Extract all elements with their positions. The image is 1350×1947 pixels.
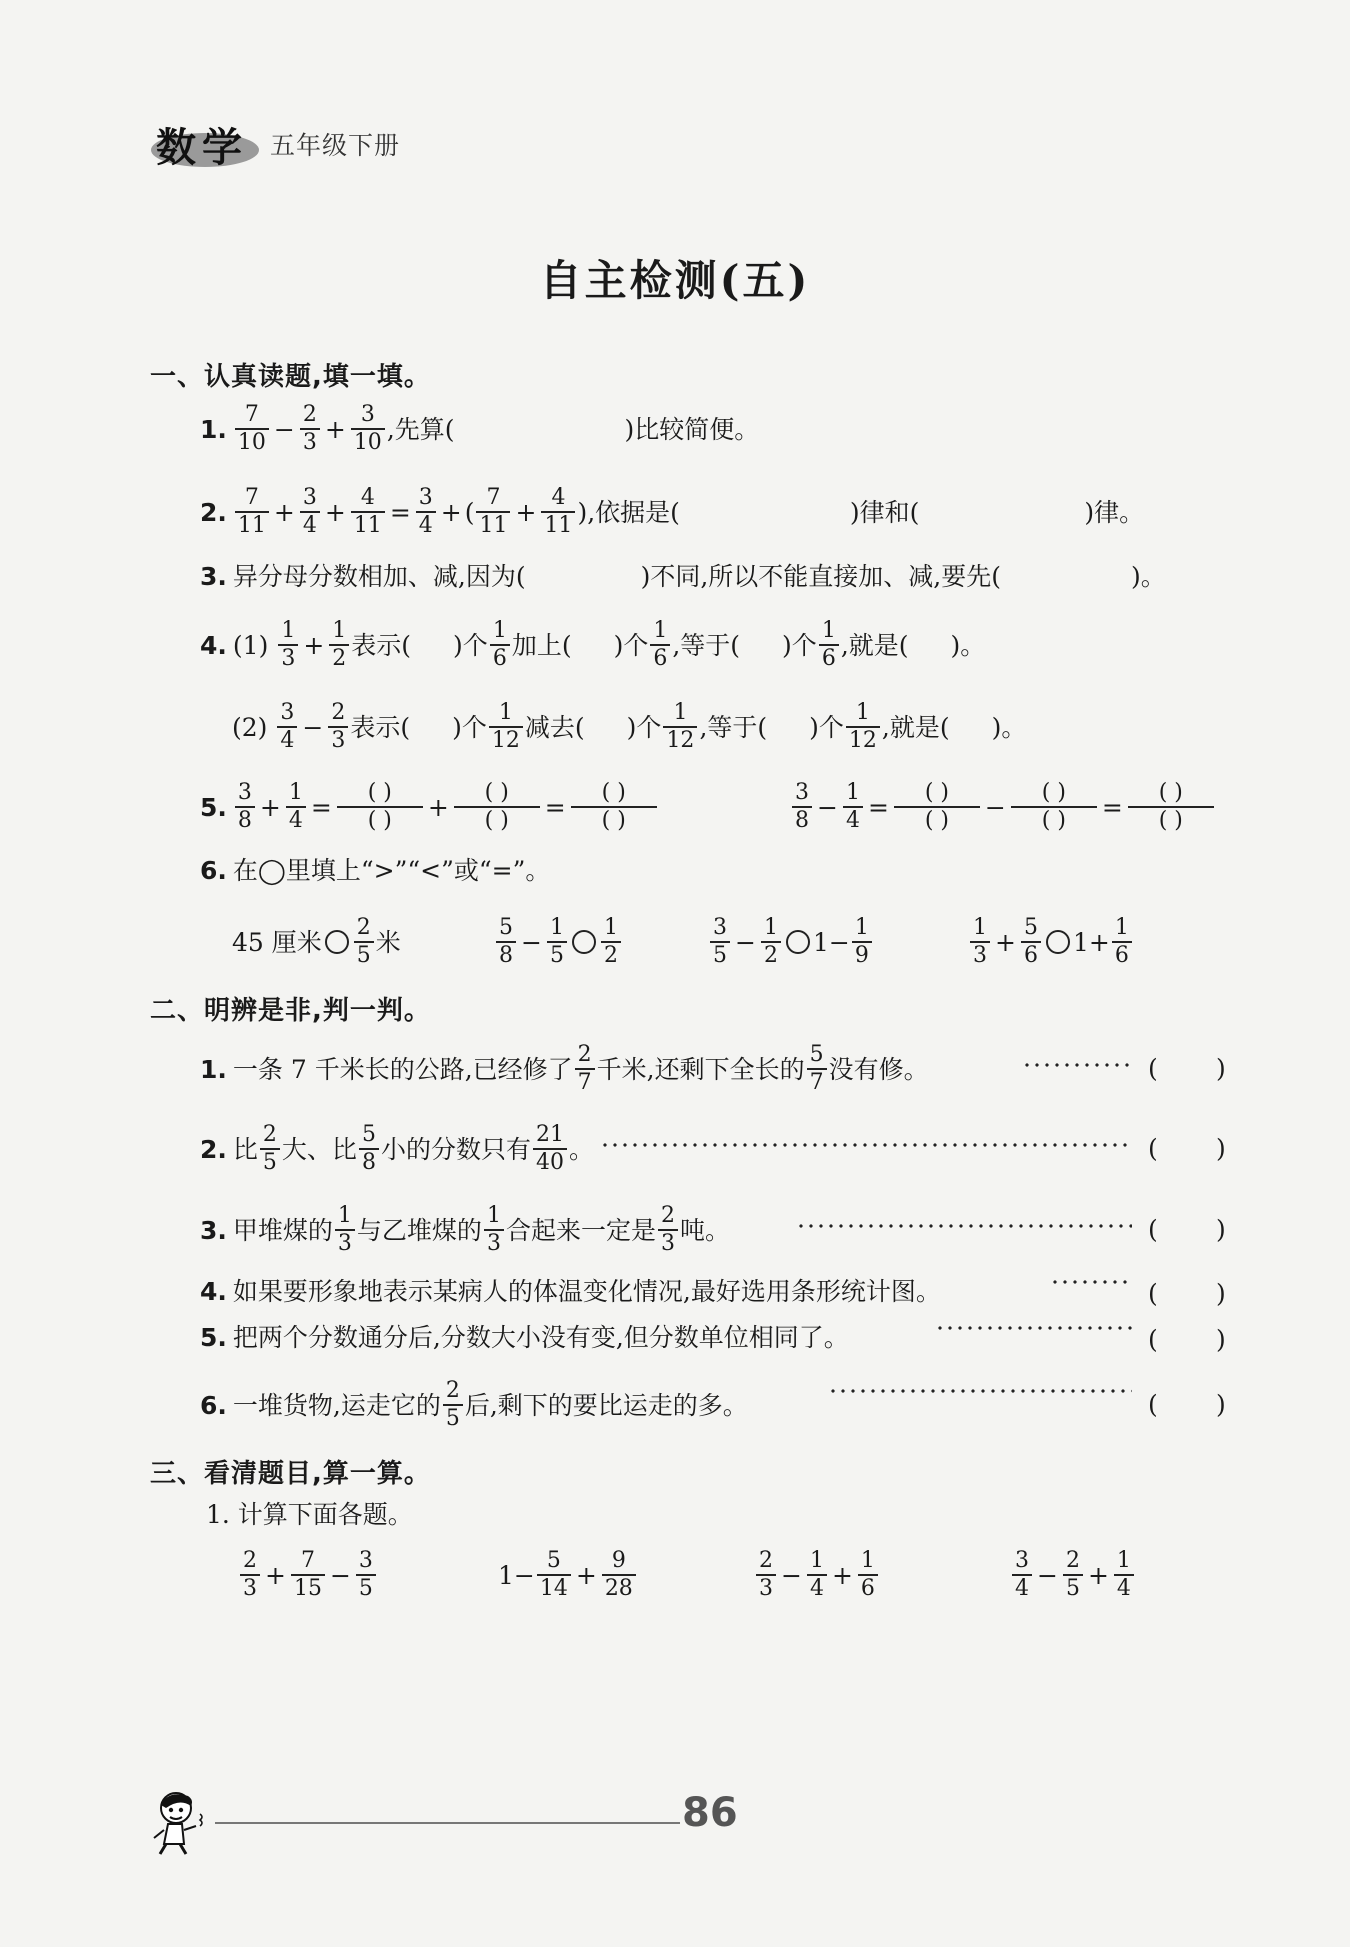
fraction: $\frac{3}{4}$ <box>1012 1548 1032 1602</box>
section-3-heading: 三、看清题目,算一算。 <box>150 1459 431 1489</box>
operator: + <box>427 792 449 822</box>
s2-question-3 <box>200 1203 730 1257</box>
fraction: $\frac{2}{7}$ <box>575 1042 595 1096</box>
fraction: $\frac{1}{3}$ <box>970 915 990 969</box>
compare-circle[interactable] <box>786 930 810 954</box>
question-text: )律。 <box>1084 497 1145 527</box>
fraction: $\frac{3}{8}$ <box>792 780 812 834</box>
operator: − <box>302 712 324 742</box>
page-title: 自主检测(五) <box>539 256 811 305</box>
compare-circle[interactable] <box>572 930 596 954</box>
fraction: $\frac{1}{4}$ <box>286 780 306 834</box>
question-number: 5. <box>200 792 227 822</box>
operator: + <box>324 414 346 444</box>
fraction: $\frac{1}{3}$ <box>484 1203 504 1257</box>
fraction: $\frac{1}{3}$ <box>278 618 298 672</box>
question-text: 1+ <box>1072 927 1110 957</box>
operator: = <box>867 792 889 822</box>
part-label: (1) <box>232 630 269 660</box>
fraction: $\frac{3}{4}$ <box>300 485 320 539</box>
calc-expression-4 <box>1010 1548 1136 1602</box>
fraction: $\frac{3}{4}$ <box>416 485 436 539</box>
fraction: $\frac{7}{15}$ <box>291 1548 325 1602</box>
blank-fraction[interactable]: $\frac{( )}{( )}$ <box>1011 780 1097 834</box>
fraction: $\frac{4}{11}$ <box>541 485 575 539</box>
fraction: $\frac{2}{3}$ <box>300 402 320 456</box>
question-text: )不同,所以不能直接加、减,要先( <box>640 562 1002 591</box>
blank-fraction[interactable]: $\frac{( )}{( )}$ <box>571 780 657 834</box>
fraction: $\frac{4}{11}$ <box>351 485 385 539</box>
fraction: $\frac{3}{4}$ <box>277 700 297 754</box>
mascot-icon <box>150 1788 214 1856</box>
question-text: 甲堆煤的 <box>232 1215 333 1245</box>
operator: − <box>817 792 838 822</box>
operator: + <box>995 927 1016 957</box>
operator: + <box>1087 1560 1109 1590</box>
s3-subheading <box>206 1502 413 1527</box>
s1-question-6 <box>200 858 550 883</box>
question-text: ,等于( <box>699 712 768 742</box>
fraction: $\frac{1}{6}$ <box>819 618 839 672</box>
fraction: $\frac{7}{10}$ <box>235 402 269 456</box>
question-text: 异分母分数相加、减,因为( <box>232 562 526 591</box>
question-text: ,等于( <box>672 630 741 660</box>
question-text: ,依据是( <box>587 497 680 527</box>
question-text: 小的分数只有 <box>380 1134 531 1164</box>
footer-rule <box>215 1822 680 1824</box>
question-text: 表示( <box>350 712 411 742</box>
fraction: $\frac{2}{5}$ <box>260 1122 280 1176</box>
question-text: 45 厘米 <box>232 927 322 957</box>
question-number: 1. <box>200 1054 227 1084</box>
question-text: 后,剩下的要比运走的多。 <box>464 1390 748 1420</box>
paren: ) <box>577 497 588 527</box>
question-text: ,就是( <box>840 630 909 660</box>
question-number: 1. <box>200 414 227 444</box>
judge-answer-box[interactable]: ( ) <box>1148 1279 1226 1308</box>
fraction: $\frac{9}{28}$ <box>602 1548 636 1602</box>
s1-question-4-part-1 <box>200 618 985 672</box>
grade-label: 五年级下册 <box>270 131 401 160</box>
compare-circle[interactable] <box>1046 930 1070 954</box>
operator: = <box>544 792 566 822</box>
fraction: $\frac{5}{6}$ <box>1021 915 1041 969</box>
fraction: $\frac{1}{12}$ <box>663 700 697 754</box>
question-number: 4. <box>200 1277 227 1306</box>
fraction: $\frac{1}{2}$ <box>601 915 621 969</box>
question-text: )个 <box>613 630 649 660</box>
operator: = <box>1101 792 1123 822</box>
fraction: $\frac{1}{2}$ <box>329 618 349 672</box>
section-2-heading: 二、明辨是非,判一判。 <box>150 996 431 1026</box>
fraction: $\frac{3}{5}$ <box>710 915 730 969</box>
fraction: $\frac{5}{14}$ <box>537 1548 571 1602</box>
compare-item-c <box>708 915 874 969</box>
compare-circle[interactable] <box>325 930 349 954</box>
question-text: 没有修。 <box>828 1054 929 1084</box>
question-text: 1. 计算下面各题。 <box>206 1500 413 1529</box>
question-text: 1− <box>812 927 850 957</box>
operator: − <box>984 792 1006 822</box>
operator: = <box>310 792 332 822</box>
question-text: 千米,还剩下全长的 <box>596 1054 805 1084</box>
calc-expression-3 <box>754 1548 880 1602</box>
question-number: 2. <box>200 1134 227 1164</box>
question-text: )个 <box>453 630 488 660</box>
question-text: 在◯里填上“>”“<”或“=”。 <box>232 856 551 885</box>
question-text: ,先算( <box>386 414 455 444</box>
s2-question-1 <box>200 1042 929 1096</box>
question-text: 减去( <box>524 712 585 742</box>
s1-question-1 <box>200 402 759 456</box>
judge-answer-box[interactable]: ( ) <box>1148 1215 1226 1244</box>
s2-question-6 <box>200 1378 748 1432</box>
fraction: $\frac{5}{8}$ <box>496 915 516 969</box>
question-number: 5. <box>200 1323 227 1352</box>
question-text: 加上( <box>511 630 572 660</box>
question-text: ,就是( <box>881 712 950 742</box>
fraction: $\frac{3}{10}$ <box>351 402 385 456</box>
fraction: $\frac{1}{2}$ <box>761 915 781 969</box>
operator: − <box>329 1560 351 1590</box>
s1-question-4-part-2 <box>232 700 1026 754</box>
fraction: $\frac{2}{3}$ <box>328 700 348 754</box>
fraction: $\frac{21}{40}$ <box>533 1122 567 1176</box>
section-1-heading: 一、认真读题,填一填。 <box>150 362 431 392</box>
compare-item-d <box>968 915 1134 969</box>
operator: − <box>273 414 295 444</box>
question-text: 表示( <box>351 630 412 660</box>
dot-leader <box>1050 1280 1132 1284</box>
s2-question-4 <box>200 1279 941 1304</box>
blank-fraction[interactable]: $\frac{( )}{( )}$ <box>337 780 423 834</box>
operator: − <box>521 927 542 957</box>
dot-leader <box>796 1224 1132 1228</box>
question-text: 如果要形象地表示某病人的体温变化情况,最好选用条形统计图。 <box>232 1277 941 1306</box>
fraction: $\frac{3}{5}$ <box>356 1548 376 1602</box>
question-number: 6. <box>200 856 227 885</box>
calc-expression-1 <box>238 1548 378 1602</box>
operator: + <box>273 497 295 527</box>
question-text: 大、比 <box>281 1134 357 1164</box>
fraction: $\frac{1}{4}$ <box>807 1548 827 1602</box>
question-number: 4. <box>200 630 227 660</box>
question-number: 3. <box>200 562 227 591</box>
operator: + <box>515 497 537 527</box>
fraction: $\frac{1}{12}$ <box>489 700 523 754</box>
fraction: $\frac{1}{6}$ <box>490 618 510 672</box>
question-text: 把两个分数通分后,分数大小没有变,但分数单位相同了。 <box>232 1323 849 1352</box>
question-text: 吨。 <box>679 1215 730 1245</box>
fraction: $\frac{1}{6}$ <box>858 1548 878 1602</box>
s1-question-5-left <box>200 780 659 834</box>
question-text: 比 <box>232 1134 258 1164</box>
question-text: )。 <box>1131 562 1166 591</box>
subject-label: 数学 <box>156 125 248 171</box>
fraction: $\frac{1}{4}$ <box>843 780 863 834</box>
compare-item-a <box>232 915 401 969</box>
question-text: )个 <box>626 712 662 742</box>
fraction: $\frac{1}{9}$ <box>852 915 872 969</box>
fraction: $\frac{2}{3}$ <box>756 1548 776 1602</box>
question-text: )。 <box>950 630 986 660</box>
fraction: $\frac{2}{5}$ <box>354 915 374 969</box>
fraction: $\frac{7}{11}$ <box>476 485 510 539</box>
s1-question-3 <box>200 564 1166 589</box>
s2-question-2 <box>200 1122 594 1176</box>
question-text: 1− <box>498 1560 535 1590</box>
question-number: 6. <box>200 1390 227 1420</box>
operator: = <box>389 497 411 527</box>
question-text: 合起来一定是 <box>505 1215 656 1245</box>
question-text: )个 <box>809 712 844 742</box>
paren: ( <box>464 497 475 527</box>
judge-answer-box[interactable]: ( ) <box>1148 1325 1226 1354</box>
fraction: $\frac{1}{6}$ <box>650 618 670 672</box>
question-number: 2. <box>200 497 227 527</box>
operator: − <box>1037 1560 1058 1590</box>
fraction: $\frac{7}{11}$ <box>235 485 269 539</box>
compare-item-b <box>494 915 623 969</box>
operator: + <box>440 497 462 527</box>
fraction: $\frac{2}{5}$ <box>443 1378 463 1432</box>
question-text: 米 <box>375 927 401 957</box>
judge-answer-box[interactable]: ( ) <box>1148 1054 1226 1083</box>
s2-question-5 <box>200 1325 849 1350</box>
fraction: $\frac{5}{7}$ <box>807 1042 827 1096</box>
fraction: $\frac{1}{3}$ <box>335 1203 355 1257</box>
dot-leader <box>828 1389 1132 1393</box>
blank-fraction[interactable]: $\frac{( )}{( )}$ <box>454 780 540 834</box>
fraction: $\frac{1}{5}$ <box>547 915 567 969</box>
question-text: )个 <box>452 712 487 742</box>
s1-question-2 <box>200 485 1144 539</box>
question-text: )律和( <box>849 497 920 527</box>
fraction: $\frac{1}{4}$ <box>1114 1548 1134 1602</box>
operator: + <box>259 792 281 822</box>
operator: − <box>781 1560 802 1590</box>
dot-leader <box>600 1143 1132 1147</box>
fraction: $\frac{5}{8}$ <box>359 1122 379 1176</box>
question-text: 与乙堆煤的 <box>356 1215 482 1245</box>
operator: − <box>735 927 756 957</box>
page-number: 86 <box>682 1790 738 1836</box>
fraction: $\frac{1}{6}$ <box>1112 915 1132 969</box>
blank-fraction[interactable]: $\frac{( )}{( )}$ <box>1128 780 1214 834</box>
fraction: $\frac{3}{8}$ <box>235 780 255 834</box>
fraction: $\frac{2}{3}$ <box>240 1548 260 1602</box>
question-text: )比较简便。 <box>624 414 760 444</box>
fraction: $\frac{2}{3}$ <box>658 1203 678 1257</box>
operator: + <box>324 497 346 527</box>
question-text: )。 <box>991 712 1027 742</box>
question-number: 3. <box>200 1215 227 1245</box>
fraction: $\frac{2}{5}$ <box>1063 1548 1083 1602</box>
calc-expression-2 <box>498 1548 638 1602</box>
question-text: 一条 7 千米长的公路,已经修了 <box>232 1054 573 1084</box>
operator: + <box>575 1560 597 1590</box>
dot-leader <box>1022 1063 1132 1067</box>
question-text: 。 <box>568 1134 594 1164</box>
question-text: )个 <box>782 630 817 660</box>
judge-answer-box[interactable]: ( ) <box>1148 1134 1226 1163</box>
judge-answer-box[interactable]: ( ) <box>1148 1390 1226 1419</box>
part-label: (2) <box>232 712 268 742</box>
blank-fraction[interactable]: $\frac{( )}{( )}$ <box>894 780 980 834</box>
operator: + <box>265 1560 286 1590</box>
operator: + <box>303 630 325 660</box>
operator: + <box>831 1560 853 1590</box>
s1-question-5-right <box>790 780 1216 834</box>
fraction: $\frac{1}{12}$ <box>846 700 880 754</box>
dot-leader <box>935 1326 1132 1330</box>
question-text: 一堆货物,运走它的 <box>232 1390 441 1420</box>
